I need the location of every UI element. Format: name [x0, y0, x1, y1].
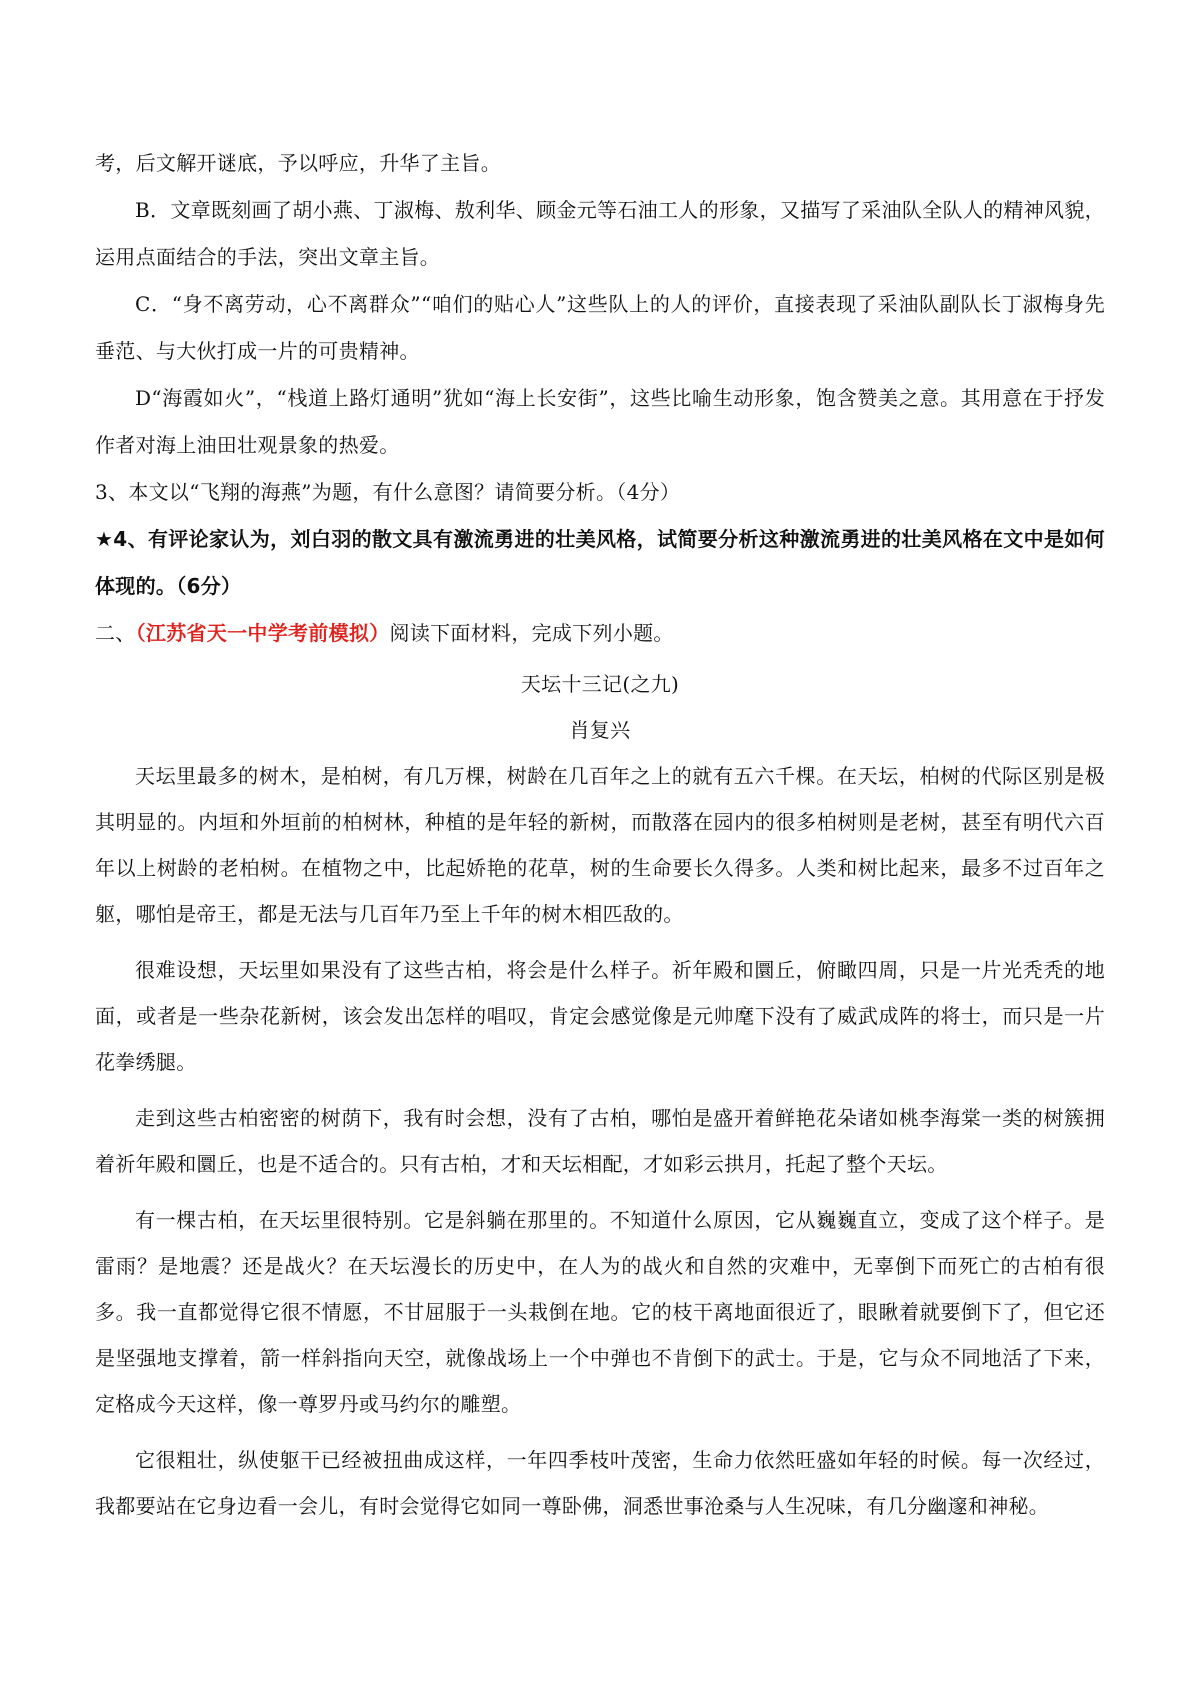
section-number: 二、: [95, 621, 136, 645]
question-3: 3、本文以“飞翔的海燕”为题，有什么意图？请简要分析。（4分）: [95, 480, 681, 504]
section-2-heading: [95, 610, 1105, 657]
document-page: [95, 140, 1105, 1529]
passage-paragraph-5: 它很粗壮，纵使躯干已经被扭曲成这样，一年四季枝叶茂密，生命力依然旺盛如年轻的时候。每一次经过，我都要站在它身边看一会儿，有时会觉得它如同一尊卧佛，洞悉世事沧桑与人生况味，有几分幽邃和神秘。: [95, 1448, 1105, 1518]
section-instruction: 阅读下面材料，完成下列小题。: [389, 621, 674, 645]
option-c: C．“身不离劳动，心不离群众”“咱们的贴心人”这些队上的人的评价，直接表现了采油队副队长丁淑梅身先垂范、与大伙打成一片的可贵精神。: [95, 292, 1105, 363]
option-d: D“海霞如火”，“栈道上路灯通明”犹如“海上长安街”，这些比喻生动形象，饱含赞美之意。其用意在于抒发作者对海上油田壮观景象的热爱。: [95, 386, 1105, 457]
passage-paragraph-1: 天坛里最多的树木，是柏树，有几万棵，树龄在几百年之上的就有五六千棵。在天坛，柏树的代际区别是极其明显的。内垣和外垣前的柏树林，种植的是年轻的新树，而散落在园内的很多柏树则是老树，甚至有明代六百年以上树龄的老柏树。在植物之中，比起娇艳的花草，树的生命要长久得多。人类和树比起来，最多不过百年之躯，哪怕是帝王，都是无法与几百年乃至上千年的树木相匹敌的。: [95, 764, 1105, 926]
passage-paragraph-2: 很难设想，天坛里如果没有了这些古柏，将会是什么样子。祈年殿和圜丘，俯瞰四周，只是一片光秃秃的地面，或者是一些杂花新树，该会发出怎样的唱叹，肯定会感觉像是元帅麾下没有了威武成阵的将士，而只是一片花拳绣腿。: [95, 958, 1105, 1074]
passage-author: 肖复兴: [569, 718, 631, 742]
passage-paragraph-3: 走到这些古柏密密的树荫下，我有时会想，没有了古柏，哪怕是盛开着鲜艳花朵诸如桃李海棠一类的树簇拥着祈年殿和圜丘，也是不适合的。只有古柏，才和天坛相配，才如彩云拱月，托起了整个天坛。: [95, 1106, 1105, 1176]
passage-title: 天坛十三记(之九): [520, 672, 680, 696]
passage-paragraph-4: 有一棵古柏，在天坛里很特别。它是斜躺在那里的。不知道什么原因，它从巍巍直立，变成了这个样子。是雷雨？是地震？还是战火？在天坛漫长的历史中，在人为的战火和自然的灾难中，无辜倒下而死亡的古柏有很多。我一直都觉得它很不情愿，不甘屈服于一头栽倒在地。它的枝干离地面很近了，眼瞅着就要倒下了，但它还是坚强地支撑着，箭一样斜指向天空，就像战场上一个中弹也不肯倒下的武士。于是，它与众不同地活了下来，定格成今天这样，像一尊罗丹或马约尔的雕塑。: [95, 1208, 1105, 1416]
reading-passage: [95, 661, 1105, 1529]
question-block: [95, 140, 1105, 657]
question-4: ★4、有评论家认为，刘白羽的散文具有激流勇进的壮美风格，试简要分析这种激流勇进的壮美风格在文中是如何体现的。（6分）: [95, 527, 1105, 598]
section-source: （江苏省天一中学考前模拟）: [135, 621, 390, 645]
question-text-continuation: 考，后文解开谜底，予以呼应，升华了主旨。: [95, 151, 501, 175]
option-b: B．文章既刻画了胡小燕、丁淑梅、敖利华、顾金元等石油工人的形象，又描写了采油队全队人的精神风貌，运用点面结合的手法，突出文章主旨。: [95, 198, 1105, 269]
